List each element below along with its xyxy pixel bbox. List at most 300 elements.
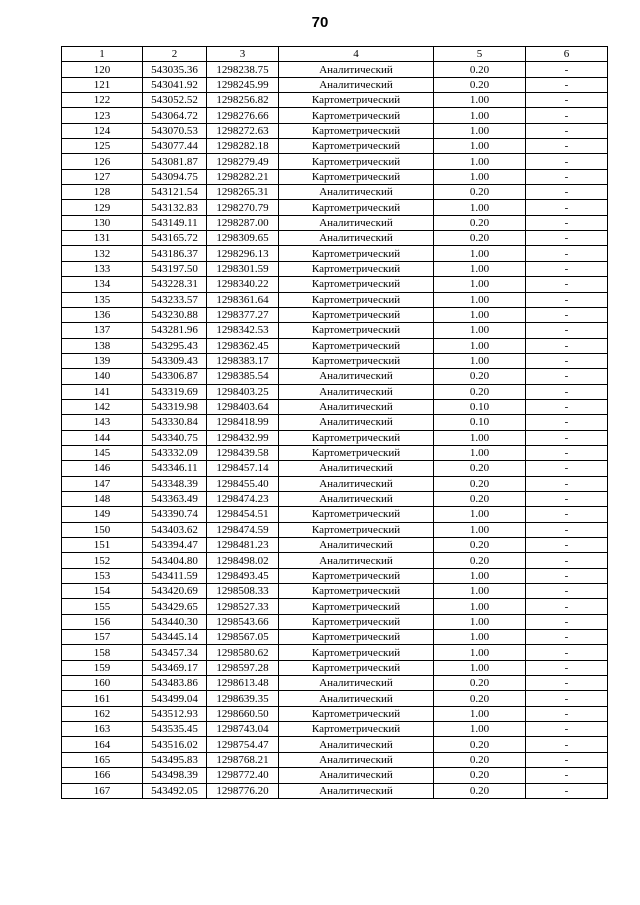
coordinate-y-cell: 1298238.75 bbox=[207, 62, 279, 77]
accuracy-cell: 1.00 bbox=[434, 307, 526, 322]
coordinate-x-cell: 543081.87 bbox=[143, 154, 207, 169]
point-number-cell: 130 bbox=[62, 215, 143, 230]
method-cell: Картометрический bbox=[279, 353, 434, 368]
note-cell: - bbox=[526, 261, 608, 276]
coordinate-y-cell: 1298597.28 bbox=[207, 660, 279, 675]
coordinate-y-cell: 1298296.13 bbox=[207, 246, 279, 261]
accuracy-cell: 0.20 bbox=[434, 491, 526, 506]
note-cell: - bbox=[526, 614, 608, 629]
coordinate-y-cell: 1298660.50 bbox=[207, 706, 279, 721]
accuracy-cell: 0.20 bbox=[434, 62, 526, 77]
point-number-cell: 166 bbox=[62, 768, 143, 783]
point-number-cell: 131 bbox=[62, 231, 143, 246]
accuracy-cell: 0.20 bbox=[434, 369, 526, 384]
point-number-cell: 123 bbox=[62, 108, 143, 123]
table-row bbox=[62, 307, 608, 322]
point-number-cell: 153 bbox=[62, 568, 143, 583]
table-row bbox=[62, 722, 608, 737]
point-number-cell: 145 bbox=[62, 445, 143, 460]
coordinate-y-cell: 1298279.49 bbox=[207, 154, 279, 169]
point-number-cell: 137 bbox=[62, 323, 143, 338]
coordinate-y-cell: 1298309.65 bbox=[207, 231, 279, 246]
coordinate-y-cell: 1298418.99 bbox=[207, 415, 279, 430]
point-number-cell: 134 bbox=[62, 277, 143, 292]
coordinate-x-cell: 543319.98 bbox=[143, 399, 207, 414]
point-number-cell: 126 bbox=[62, 154, 143, 169]
coordinate-y-cell: 1298340.22 bbox=[207, 277, 279, 292]
coordinate-y-cell: 1298270.79 bbox=[207, 200, 279, 215]
note-cell: - bbox=[526, 139, 608, 154]
note-cell: - bbox=[526, 369, 608, 384]
accuracy-cell: 1.00 bbox=[434, 630, 526, 645]
note-cell: - bbox=[526, 737, 608, 752]
coordinate-x-cell: 543035.36 bbox=[143, 62, 207, 77]
method-cell: Аналитический bbox=[279, 737, 434, 752]
method-cell: Картометрический bbox=[279, 123, 434, 138]
accuracy-cell: 0.20 bbox=[434, 676, 526, 691]
coordinate-x-cell: 543230.88 bbox=[143, 307, 207, 322]
note-cell: - bbox=[526, 292, 608, 307]
method-cell: Картометрический bbox=[279, 93, 434, 108]
coordinate-y-cell: 1298383.17 bbox=[207, 353, 279, 368]
point-number-cell: 125 bbox=[62, 139, 143, 154]
table-row bbox=[62, 215, 608, 230]
point-number-cell: 122 bbox=[62, 93, 143, 108]
coordinate-x-cell: 543499.04 bbox=[143, 691, 207, 706]
coordinate-x-cell: 543457.34 bbox=[143, 645, 207, 660]
coordinate-x-cell: 543516.02 bbox=[143, 737, 207, 752]
point-number-cell: 152 bbox=[62, 553, 143, 568]
point-number-cell: 136 bbox=[62, 307, 143, 322]
method-cell: Картометрический bbox=[279, 722, 434, 737]
coordinate-y-cell: 1298361.64 bbox=[207, 292, 279, 307]
coordinate-x-cell: 543411.59 bbox=[143, 568, 207, 583]
coordinate-x-cell: 543404.80 bbox=[143, 553, 207, 568]
table-row bbox=[62, 93, 608, 108]
note-cell: - bbox=[526, 215, 608, 230]
accuracy-cell: 0.10 bbox=[434, 415, 526, 430]
note-cell: - bbox=[526, 415, 608, 430]
point-number-cell: 135 bbox=[62, 292, 143, 307]
coordinate-y-cell: 1298432.99 bbox=[207, 430, 279, 445]
table-row bbox=[62, 691, 608, 706]
table-row bbox=[62, 737, 608, 752]
table-row bbox=[62, 491, 608, 506]
accuracy-cell: 1.00 bbox=[434, 169, 526, 184]
page-number: 70 bbox=[311, 14, 329, 31]
table-row bbox=[62, 384, 608, 399]
coordinate-y-cell: 1298439.58 bbox=[207, 445, 279, 460]
method-cell: Картометрический bbox=[279, 568, 434, 583]
accuracy-cell: 1.00 bbox=[434, 108, 526, 123]
point-number-cell: 127 bbox=[62, 169, 143, 184]
method-cell: Аналитический bbox=[279, 783, 434, 798]
coordinate-y-cell: 1298342.53 bbox=[207, 323, 279, 338]
point-number-cell: 120 bbox=[62, 62, 143, 77]
accuracy-cell: 0.20 bbox=[434, 231, 526, 246]
accuracy-cell: 1.00 bbox=[434, 584, 526, 599]
method-cell: Картометрический bbox=[279, 584, 434, 599]
coordinate-x-cell: 543340.75 bbox=[143, 430, 207, 445]
accuracy-cell: 1.00 bbox=[434, 277, 526, 292]
note-cell: - bbox=[526, 384, 608, 399]
coordinate-x-cell: 543233.57 bbox=[143, 292, 207, 307]
note-cell: - bbox=[526, 752, 608, 767]
note-cell: - bbox=[526, 154, 608, 169]
note-cell: - bbox=[526, 353, 608, 368]
accuracy-cell: 0.20 bbox=[434, 384, 526, 399]
coordinate-y-cell: 1298457.14 bbox=[207, 461, 279, 476]
note-cell: - bbox=[526, 445, 608, 460]
note-cell: - bbox=[526, 491, 608, 506]
coordinate-x-cell: 543483.86 bbox=[143, 676, 207, 691]
method-cell: Картометрический bbox=[279, 445, 434, 460]
accuracy-cell: 1.00 bbox=[434, 706, 526, 721]
accuracy-cell: 1.00 bbox=[434, 353, 526, 368]
table-row bbox=[62, 538, 608, 553]
coordinate-y-cell: 1298403.64 bbox=[207, 399, 279, 414]
method-cell: Картометрический bbox=[279, 430, 434, 445]
note-cell: - bbox=[526, 93, 608, 108]
table-row bbox=[62, 62, 608, 77]
coordinate-x-cell: 543077.44 bbox=[143, 139, 207, 154]
table-row bbox=[62, 169, 608, 184]
coordinate-y-cell: 1298362.45 bbox=[207, 338, 279, 353]
point-number-cell: 167 bbox=[62, 783, 143, 798]
coordinate-y-cell: 1298272.63 bbox=[207, 123, 279, 138]
coordinate-y-cell: 1298768.21 bbox=[207, 752, 279, 767]
column-header-4: 4 bbox=[279, 47, 434, 62]
coordinate-y-cell: 1298498.02 bbox=[207, 553, 279, 568]
accuracy-cell: 0.10 bbox=[434, 399, 526, 414]
accuracy-cell: 1.00 bbox=[434, 568, 526, 583]
note-cell: - bbox=[526, 430, 608, 445]
method-cell: Аналитический bbox=[279, 399, 434, 414]
accuracy-cell: 0.20 bbox=[434, 768, 526, 783]
coordinate-y-cell: 1298454.51 bbox=[207, 507, 279, 522]
point-number-cell: 150 bbox=[62, 522, 143, 537]
coordinate-x-cell: 543403.62 bbox=[143, 522, 207, 537]
note-cell: - bbox=[526, 185, 608, 200]
coordinate-x-cell: 543306.87 bbox=[143, 369, 207, 384]
coordinate-y-cell: 1298776.20 bbox=[207, 783, 279, 798]
coordinate-x-cell: 543535.45 bbox=[143, 722, 207, 737]
table-row bbox=[62, 645, 608, 660]
table-row bbox=[62, 292, 608, 307]
method-cell: Аналитический bbox=[279, 553, 434, 568]
coordinate-y-cell: 1298613.48 bbox=[207, 676, 279, 691]
coordinate-x-cell: 543512.93 bbox=[143, 706, 207, 721]
point-number-cell: 142 bbox=[62, 399, 143, 414]
coordinate-x-cell: 543197.50 bbox=[143, 261, 207, 276]
coordinate-x-cell: 543281.96 bbox=[143, 323, 207, 338]
accuracy-cell: 1.00 bbox=[434, 522, 526, 537]
coordinate-y-cell: 1298403.25 bbox=[207, 384, 279, 399]
method-cell: Картометрический bbox=[279, 507, 434, 522]
coordinate-y-cell: 1298474.23 bbox=[207, 491, 279, 506]
note-cell: - bbox=[526, 568, 608, 583]
table-row bbox=[62, 507, 608, 522]
header-row bbox=[62, 47, 608, 62]
coordinate-x-cell: 543469.17 bbox=[143, 660, 207, 675]
note-cell: - bbox=[526, 691, 608, 706]
note-cell: - bbox=[526, 522, 608, 537]
coordinates-table bbox=[61, 46, 608, 799]
coordinate-y-cell: 1298282.21 bbox=[207, 169, 279, 184]
note-cell: - bbox=[526, 584, 608, 599]
point-number-cell: 147 bbox=[62, 476, 143, 491]
coordinate-x-cell: 543330.84 bbox=[143, 415, 207, 430]
point-number-cell: 163 bbox=[62, 722, 143, 737]
table-row bbox=[62, 277, 608, 292]
accuracy-cell: 0.20 bbox=[434, 691, 526, 706]
table-row bbox=[62, 630, 608, 645]
accuracy-cell: 0.20 bbox=[434, 538, 526, 553]
table-row bbox=[62, 461, 608, 476]
point-number-cell: 138 bbox=[62, 338, 143, 353]
column-header-6: 6 bbox=[526, 47, 608, 62]
accuracy-cell: 1.00 bbox=[434, 645, 526, 660]
method-cell: Картометрический bbox=[279, 307, 434, 322]
coordinate-y-cell: 1298287.00 bbox=[207, 215, 279, 230]
method-cell: Аналитический bbox=[279, 384, 434, 399]
note-cell: - bbox=[526, 307, 608, 322]
point-number-cell: 160 bbox=[62, 676, 143, 691]
table-row bbox=[62, 522, 608, 537]
coordinate-x-cell: 543445.14 bbox=[143, 630, 207, 645]
note-cell: - bbox=[526, 338, 608, 353]
accuracy-cell: 1.00 bbox=[434, 722, 526, 737]
point-number-cell: 148 bbox=[62, 491, 143, 506]
note-cell: - bbox=[526, 461, 608, 476]
method-cell: Картометрический bbox=[279, 108, 434, 123]
coordinate-y-cell: 1298474.59 bbox=[207, 522, 279, 537]
coordinate-x-cell: 543132.83 bbox=[143, 200, 207, 215]
table-row bbox=[62, 706, 608, 721]
accuracy-cell: 0.20 bbox=[434, 752, 526, 767]
accuracy-cell: 1.00 bbox=[434, 200, 526, 215]
coordinate-x-cell: 543070.53 bbox=[143, 123, 207, 138]
method-cell: Аналитический bbox=[279, 461, 434, 476]
coordinate-y-cell: 1298493.45 bbox=[207, 568, 279, 583]
table-row bbox=[62, 783, 608, 798]
coordinate-y-cell: 1298772.40 bbox=[207, 768, 279, 783]
table-body bbox=[62, 62, 608, 799]
note-cell: - bbox=[526, 169, 608, 184]
method-cell: Аналитический bbox=[279, 768, 434, 783]
coordinate-x-cell: 543394.47 bbox=[143, 538, 207, 553]
table-row bbox=[62, 430, 608, 445]
method-cell: Картометрический bbox=[279, 630, 434, 645]
coordinate-x-cell: 543186.37 bbox=[143, 246, 207, 261]
table-row bbox=[62, 553, 608, 568]
accuracy-cell: 0.20 bbox=[434, 783, 526, 798]
method-cell: Аналитический bbox=[279, 77, 434, 92]
method-cell: Аналитический bbox=[279, 691, 434, 706]
point-number-cell: 159 bbox=[62, 660, 143, 675]
note-cell: - bbox=[526, 660, 608, 675]
table-row bbox=[62, 568, 608, 583]
point-number-cell: 157 bbox=[62, 630, 143, 645]
accuracy-cell: 1.00 bbox=[434, 139, 526, 154]
table-row bbox=[62, 338, 608, 353]
coordinate-x-cell: 543052.52 bbox=[143, 93, 207, 108]
note-cell: - bbox=[526, 783, 608, 798]
method-cell: Картометрический bbox=[279, 277, 434, 292]
method-cell: Картометрический bbox=[279, 139, 434, 154]
table-row bbox=[62, 752, 608, 767]
accuracy-cell: 1.00 bbox=[434, 430, 526, 445]
method-cell: Картометрический bbox=[279, 154, 434, 169]
method-cell: Картометрический bbox=[279, 522, 434, 537]
note-cell: - bbox=[526, 538, 608, 553]
note-cell: - bbox=[526, 476, 608, 491]
point-number-cell: 156 bbox=[62, 614, 143, 629]
point-number-cell: 164 bbox=[62, 737, 143, 752]
coordinate-y-cell: 1298508.33 bbox=[207, 584, 279, 599]
method-cell: Картометрический bbox=[279, 645, 434, 660]
accuracy-cell: 1.00 bbox=[434, 154, 526, 169]
coordinate-y-cell: 1298639.35 bbox=[207, 691, 279, 706]
note-cell: - bbox=[526, 108, 608, 123]
table-row bbox=[62, 108, 608, 123]
table-row bbox=[62, 323, 608, 338]
table-row bbox=[62, 660, 608, 675]
coordinate-x-cell: 543319.69 bbox=[143, 384, 207, 399]
point-number-cell: 128 bbox=[62, 185, 143, 200]
accuracy-cell: 1.00 bbox=[434, 261, 526, 276]
method-cell: Аналитический bbox=[279, 476, 434, 491]
coordinate-y-cell: 1298276.66 bbox=[207, 108, 279, 123]
coordinate-x-cell: 543228.31 bbox=[143, 277, 207, 292]
accuracy-cell: 1.00 bbox=[434, 246, 526, 261]
point-number-cell: 144 bbox=[62, 430, 143, 445]
table-row bbox=[62, 445, 608, 460]
note-cell: - bbox=[526, 62, 608, 77]
note-cell: - bbox=[526, 231, 608, 246]
method-cell: Аналитический bbox=[279, 752, 434, 767]
note-cell: - bbox=[526, 277, 608, 292]
method-cell: Картометрический bbox=[279, 323, 434, 338]
method-cell: Картометрический bbox=[279, 614, 434, 629]
accuracy-cell: 1.00 bbox=[434, 338, 526, 353]
point-number-cell: 146 bbox=[62, 461, 143, 476]
table-row bbox=[62, 584, 608, 599]
method-cell: Картометрический bbox=[279, 706, 434, 721]
coordinate-y-cell: 1298543.66 bbox=[207, 614, 279, 629]
coordinate-y-cell: 1298455.40 bbox=[207, 476, 279, 491]
table-row bbox=[62, 123, 608, 138]
coordinate-x-cell: 543492.05 bbox=[143, 783, 207, 798]
accuracy-cell: 0.20 bbox=[434, 553, 526, 568]
accuracy-cell: 1.00 bbox=[434, 507, 526, 522]
method-cell: Картометрический bbox=[279, 261, 434, 276]
method-cell: Аналитический bbox=[279, 231, 434, 246]
point-number-cell: 124 bbox=[62, 123, 143, 138]
note-cell: - bbox=[526, 323, 608, 338]
coordinate-y-cell: 1298527.33 bbox=[207, 599, 279, 614]
table-row bbox=[62, 599, 608, 614]
table-row bbox=[62, 768, 608, 783]
coordinate-x-cell: 543440.30 bbox=[143, 614, 207, 629]
coordinate-x-cell: 543332.09 bbox=[143, 445, 207, 460]
method-cell: Аналитический bbox=[279, 676, 434, 691]
column-header-2: 2 bbox=[143, 47, 207, 62]
method-cell: Картометрический bbox=[279, 338, 434, 353]
note-cell: - bbox=[526, 645, 608, 660]
coordinate-y-cell: 1298301.59 bbox=[207, 261, 279, 276]
coordinate-y-cell: 1298385.54 bbox=[207, 369, 279, 384]
column-header-1: 1 bbox=[62, 47, 143, 62]
point-number-cell: 162 bbox=[62, 706, 143, 721]
table-row bbox=[62, 246, 608, 261]
method-cell: Аналитический bbox=[279, 415, 434, 430]
accuracy-cell: 0.20 bbox=[434, 476, 526, 491]
coordinate-y-cell: 1298567.05 bbox=[207, 630, 279, 645]
point-number-cell: 129 bbox=[62, 200, 143, 215]
point-number-cell: 158 bbox=[62, 645, 143, 660]
accuracy-cell: 1.00 bbox=[434, 445, 526, 460]
coordinate-x-cell: 543041.92 bbox=[143, 77, 207, 92]
note-cell: - bbox=[526, 507, 608, 522]
table-row bbox=[62, 676, 608, 691]
coordinate-y-cell: 1298481.23 bbox=[207, 538, 279, 553]
point-number-cell: 143 bbox=[62, 415, 143, 430]
table-row bbox=[62, 185, 608, 200]
note-cell: - bbox=[526, 768, 608, 783]
column-header-5: 5 bbox=[434, 47, 526, 62]
point-number-cell: 141 bbox=[62, 384, 143, 399]
note-cell: - bbox=[526, 200, 608, 215]
coordinate-y-cell: 1298580.62 bbox=[207, 645, 279, 660]
note-cell: - bbox=[526, 553, 608, 568]
method-cell: Картометрический bbox=[279, 169, 434, 184]
coordinate-x-cell: 543295.43 bbox=[143, 338, 207, 353]
accuracy-cell: 1.00 bbox=[434, 614, 526, 629]
method-cell: Картометрический bbox=[279, 292, 434, 307]
table-row bbox=[62, 369, 608, 384]
method-cell: Аналитический bbox=[279, 491, 434, 506]
note-cell: - bbox=[526, 399, 608, 414]
coordinate-y-cell: 1298743.04 bbox=[207, 722, 279, 737]
coordinate-x-cell: 543064.72 bbox=[143, 108, 207, 123]
accuracy-cell: 0.20 bbox=[434, 461, 526, 476]
coordinate-y-cell: 1298282.18 bbox=[207, 139, 279, 154]
method-cell: Аналитический bbox=[279, 369, 434, 384]
coordinate-x-cell: 543495.83 bbox=[143, 752, 207, 767]
table-row bbox=[62, 231, 608, 246]
note-cell: - bbox=[526, 77, 608, 92]
point-number-cell: 155 bbox=[62, 599, 143, 614]
method-cell: Аналитический bbox=[279, 215, 434, 230]
table-row bbox=[62, 415, 608, 430]
coordinate-x-cell: 543429.65 bbox=[143, 599, 207, 614]
point-number-cell: 165 bbox=[62, 752, 143, 767]
coordinate-x-cell: 543121.54 bbox=[143, 185, 207, 200]
accuracy-cell: 1.00 bbox=[434, 93, 526, 108]
coordinate-x-cell: 543498.39 bbox=[143, 768, 207, 783]
point-number-cell: 161 bbox=[62, 691, 143, 706]
coordinate-y-cell: 1298245.99 bbox=[207, 77, 279, 92]
accuracy-cell: 1.00 bbox=[434, 323, 526, 338]
note-cell: - bbox=[526, 123, 608, 138]
note-cell: - bbox=[526, 246, 608, 261]
table-row bbox=[62, 261, 608, 276]
note-cell: - bbox=[526, 630, 608, 645]
accuracy-cell: 0.20 bbox=[434, 185, 526, 200]
table-row bbox=[62, 77, 608, 92]
accuracy-cell: 0.20 bbox=[434, 215, 526, 230]
